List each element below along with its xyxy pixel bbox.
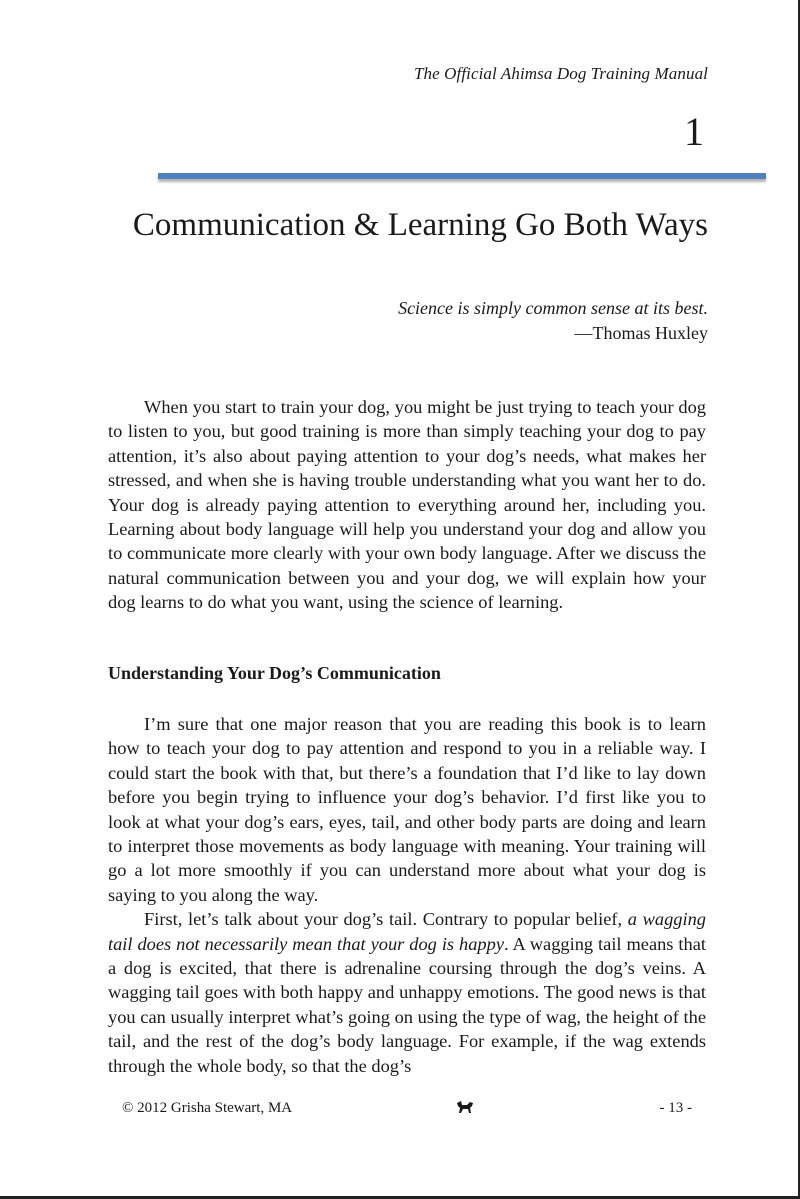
epigraph-author: —Thomas Huxley bbox=[574, 323, 708, 343]
chapter-title: Communication & Learning Go Both Ways bbox=[132, 207, 708, 243]
footer-copyright: © 2012 Grisha Stewart, MA bbox=[122, 1100, 293, 1116]
section-heading: Understanding Your Dog’s Communication bbox=[108, 663, 441, 683]
intro-paragraph: When you start to train your dog, you might be just trying to teach your dog to listen to you, but good training is more than simply teaching your dog to pay attention, it’s also about paying attention to your dog’s needs, what makes her stressed, and when she is having trouble understanding what you want her to do. Your dog is already paying attention to everything around her, including you. Learning about body language will help you understand your dog and allow you to communicate more clearly with your own body language. After we discuss the natural communication between you and your dog, we will explain how your dog learns to do what you want, using the science of learning. bbox=[108, 397, 706, 613]
epigraph bbox=[398, 296, 708, 346]
paragraph-2-emphasis: a wagging tail does not necessarily mean that your dog is happy bbox=[108, 909, 707, 954]
section-paragraph-1: I’m sure that one major reason that you are reading this book is to learn how to teach your dog to pay attention and respond to you in a reliable way. I could start the book with that, but there’s a foundation that I’d like to lay down before you begin trying to influence your dog’s behavior. I’d first like you to look at what your dog’s ears, eyes, tail, and other body parts are doing and learn to interpret those movements as body language with meaning. Your training will go a lot more smoothly if you can understand more about what your dog is saying to you along the way. bbox=[108, 714, 706, 905]
running-head: The Official Ahimsa Dog Training Manual bbox=[413, 64, 708, 83]
paragraph-2-start: First, let’s talk about your dog’s tail. Contrary to popular belief, bbox=[144, 909, 628, 930]
section-body bbox=[108, 712, 706, 1078]
paragraph-2-rest: . A wagging tail means that a dog is excited, that there is adrenaline coursing through the dog’s veins. A wagging tail goes with both happy and unhappy emotions. The good news is that you can usually interpret what’s going on using the type of wag, the height of the tail, and the rest of the dog’s body language. For example, if the wag extends through the whole body, so that the dog’s bbox=[108, 933, 706, 1076]
page-number: - 13 - bbox=[659, 1100, 692, 1116]
intro-block bbox=[108, 395, 706, 615]
chapter-number: 1 bbox=[684, 109, 704, 154]
section-paragraph-2 bbox=[108, 907, 706, 1078]
epigraph-quote: Science is simply common sense at its best. bbox=[398, 298, 708, 318]
chapter-rule bbox=[158, 173, 766, 179]
dog-ornament-icon bbox=[456, 1099, 474, 1115]
